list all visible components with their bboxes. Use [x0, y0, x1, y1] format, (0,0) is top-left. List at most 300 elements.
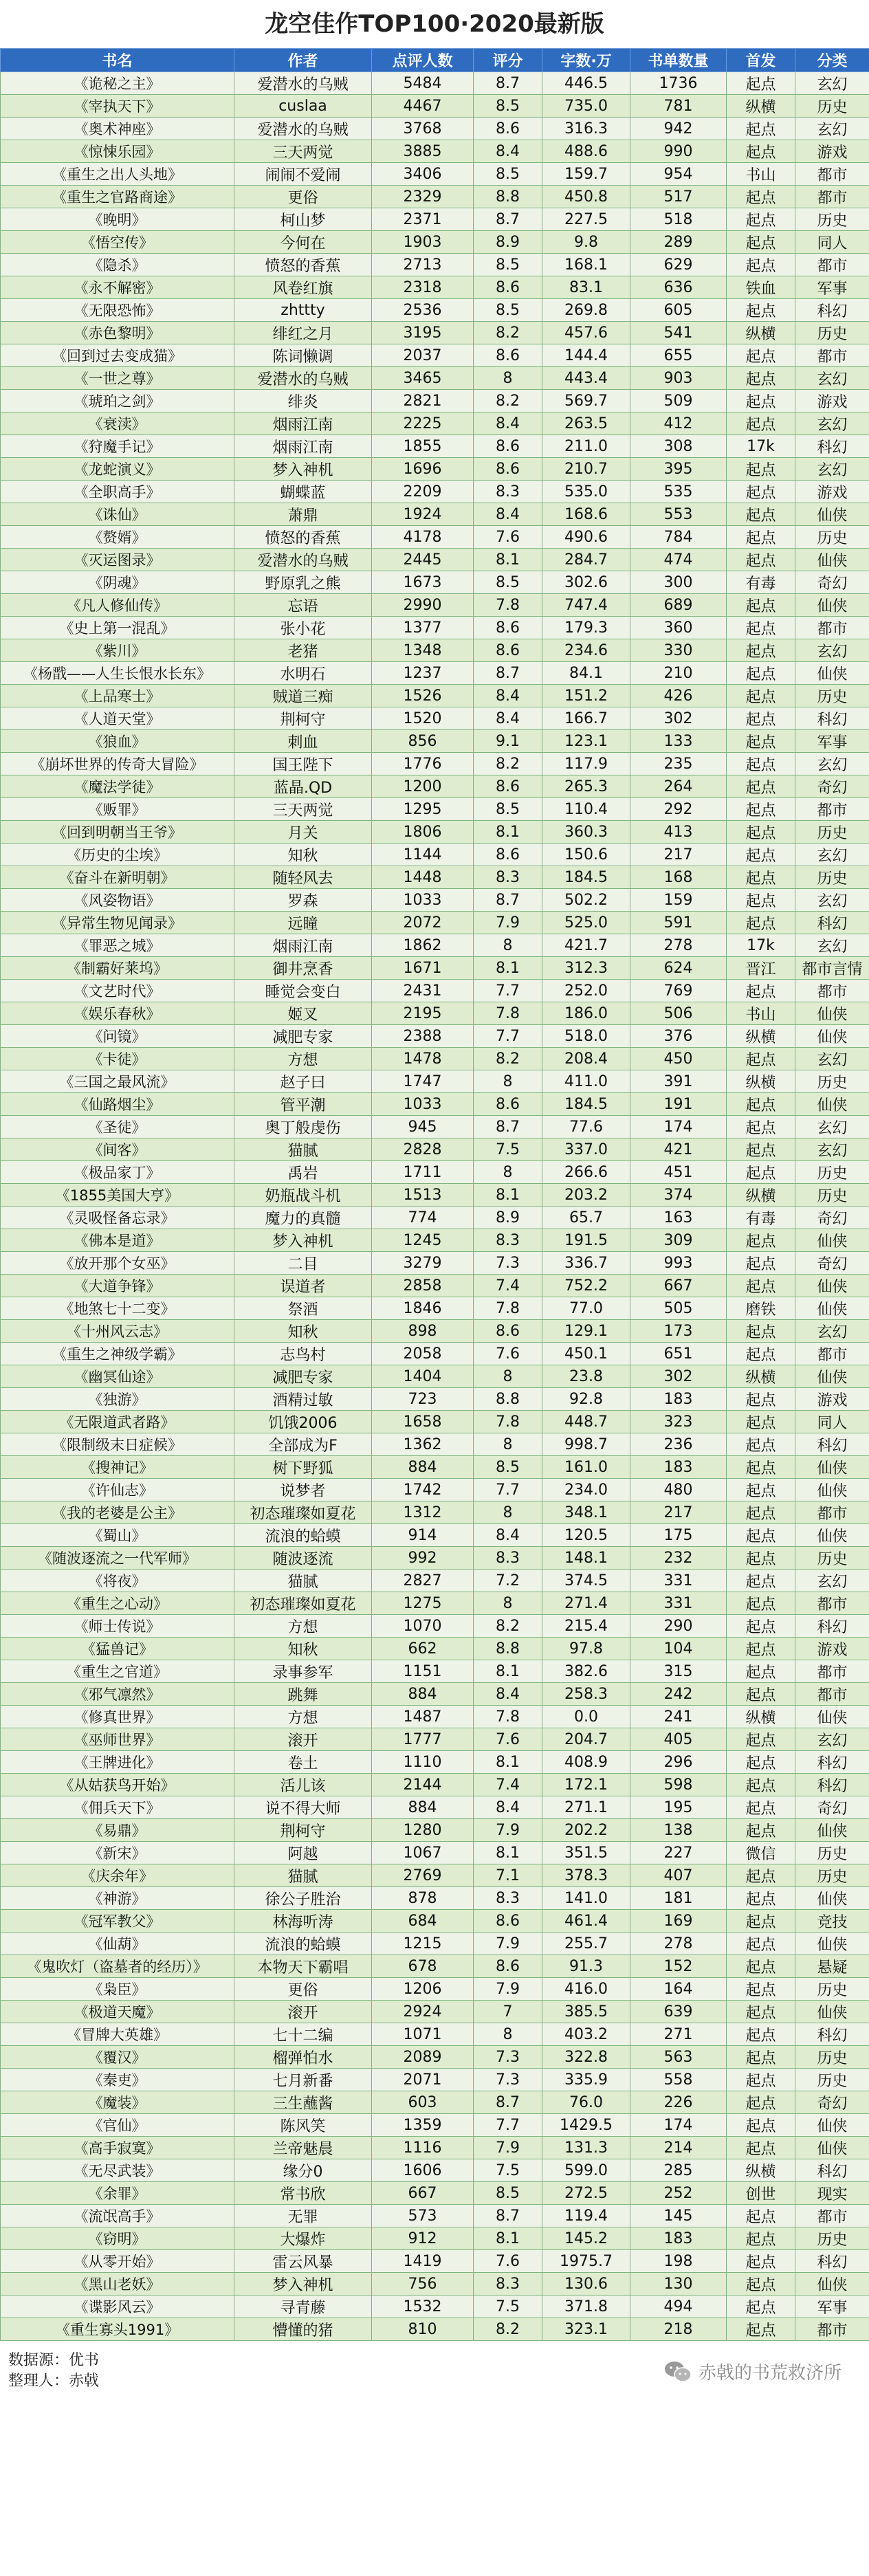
book-title-cell: 《限制级末日症候》: [1, 1433, 234, 1456]
table-row[interactable]: [1, 390, 869, 412]
column-header-book[interactable]: 书名: [1, 49, 234, 72]
book-title-cell: 《诛仙》: [1, 503, 234, 526]
author-cell: 徐公子胜治: [234, 1887, 372, 1910]
table-row[interactable]: [1, 1343, 869, 1365]
column-header-booklists[interactable]: 书单数量: [630, 49, 727, 72]
book-title-cell: 《放开那个女巫》: [1, 1252, 234, 1275]
table-row[interactable]: [1, 1660, 869, 1683]
table-row[interactable]: [1, 2137, 869, 2159]
table-row[interactable]: [1, 1910, 869, 1933]
reviewer-count-cell: 2713: [372, 254, 474, 276]
table-row[interactable]: [1, 957, 869, 980]
word-count-cell: 599.0: [542, 2159, 630, 2182]
table-row[interactable]: [1, 1479, 869, 1501]
word-count-cell: 184.5: [542, 1093, 630, 1116]
table-row[interactable]: [1, 2205, 869, 2227]
author-cell: 更俗: [234, 186, 372, 208]
reviewer-count-cell: 3195: [372, 322, 474, 344]
genre-cell: 历史: [795, 526, 869, 549]
table-row[interactable]: [1, 753, 869, 775]
word-count-cell: 272.5: [542, 2182, 630, 2205]
reviewer-count-cell: 1348: [372, 639, 474, 662]
word-count-cell: 172.1: [542, 1774, 630, 1796]
score-cell: 7.3: [474, 2069, 542, 2091]
platform-cell: 起点: [727, 1683, 795, 1706]
reviewer-count-cell: 3406: [372, 163, 474, 186]
table-row[interactable]: [1, 1297, 869, 1320]
table-row[interactable]: [1, 685, 869, 707]
author-cell: 懵懂的猪: [234, 2318, 372, 2341]
table-row[interactable]: [1, 1116, 869, 1138]
author-cell: 本物天下霸唱: [234, 1955, 372, 1978]
table-row[interactable]: [1, 1252, 869, 1275]
table-row[interactable]: [1, 980, 869, 1002]
table-row[interactable]: [1, 254, 869, 276]
table-row[interactable]: [1, 2001, 869, 2023]
platform-cell: 起点: [727, 140, 795, 163]
genre-cell: 玄幻: [795, 458, 869, 481]
table-row[interactable]: [1, 2182, 869, 2205]
score-cell: 8.1: [474, 957, 542, 980]
platform-cell: 起点: [727, 1910, 795, 1933]
reviewer-count-cell: 1362: [372, 1433, 474, 1456]
table-row[interactable]: [1, 2227, 869, 2250]
table-row[interactable]: [1, 1275, 869, 1297]
table-row[interactable]: [1, 1796, 869, 1819]
table-row[interactable]: [1, 1229, 869, 1252]
genre-cell: 科幻: [795, 2023, 869, 2046]
word-count-cell: 168.1: [542, 254, 630, 276]
book-title-cell: 《琥珀之剑》: [1, 390, 234, 412]
author-cell: 绯炎: [234, 390, 372, 412]
author-cell: 远瞳: [234, 912, 372, 934]
table-row[interactable]: [1, 140, 869, 163]
platform-cell: 起点: [727, 2318, 795, 2341]
booklist-count-cell: 308: [630, 435, 727, 458]
booklist-count-cell: 624: [630, 957, 727, 980]
page-title: 龙空佳作TOP100·2020最新版: [0, 0, 869, 48]
booklist-count-cell: 639: [630, 2001, 727, 2023]
author-cell: 更俗: [234, 1978, 372, 2001]
author-cell: 闹闹不爱闹: [234, 163, 372, 186]
reviewer-count-cell: 667: [372, 2182, 474, 2205]
table-row[interactable]: [1, 2114, 869, 2137]
genre-cell: 历史: [795, 1161, 869, 1184]
table-row[interactable]: [1, 1683, 869, 1706]
genre-cell: 都市: [795, 980, 869, 1002]
score-cell: 8: [474, 1501, 542, 1524]
author-cell: 赵子曰: [234, 1070, 372, 1093]
table-row[interactable]: [1, 1751, 869, 1774]
table-row[interactable]: [1, 322, 869, 344]
reviewer-count-cell: 1513: [372, 1184, 474, 1207]
table-row[interactable]: [1, 2159, 869, 2182]
author-cell: 榴弹怕水: [234, 2046, 372, 2069]
reviewer-count-cell: 1359: [372, 2114, 474, 2137]
table-row[interactable]: [1, 889, 869, 912]
platform-cell: 起点: [727, 390, 795, 412]
table-row[interactable]: [1, 95, 869, 118]
genre-cell: 仙侠: [795, 1365, 869, 1388]
booklist-count-cell: 331: [630, 1592, 727, 1615]
table-row[interactable]: [1, 798, 869, 821]
table-row[interactable]: [1, 367, 869, 390]
table-row[interactable]: [1, 1933, 869, 1955]
genre-cell: 玄幻: [795, 72, 869, 95]
book-title-cell: 《回到明朝当王爷》: [1, 821, 234, 844]
table-row[interactable]: [1, 1638, 869, 1660]
genre-cell: 仙侠: [795, 1933, 869, 1955]
table-row[interactable]: [1, 208, 869, 231]
platform-cell: 纵横: [727, 1025, 795, 1048]
table-row[interactable]: [1, 2091, 869, 2114]
column-header-genre[interactable]: 分类: [795, 49, 869, 72]
book-title-cell: 《圣徒》: [1, 1116, 234, 1138]
table-row[interactable]: [1, 1842, 869, 1864]
score-cell: 8.1: [474, 1842, 542, 1864]
genre-cell: 军事: [795, 730, 869, 753]
score-cell: 8.4: [474, 1683, 542, 1706]
table-row[interactable]: [1, 481, 869, 503]
table-row[interactable]: [1, 1048, 869, 1070]
score-cell: 8.4: [474, 412, 542, 435]
book-title-cell: 《灵吸怪备忘录》: [1, 1207, 234, 1229]
table-row[interactable]: [1, 1002, 869, 1025]
word-count-cell: 130.6: [542, 2273, 630, 2296]
author-cell: 愤怒的香蕉: [234, 254, 372, 276]
word-count-cell: 316.3: [542, 118, 630, 140]
table-row[interactable]: [1, 186, 869, 208]
table-row[interactable]: [1, 594, 869, 617]
genre-cell: 科幻: [795, 1433, 869, 1456]
score-cell: 8.5: [474, 163, 542, 186]
table-row[interactable]: [1, 1774, 869, 1796]
genre-cell: 竞技: [795, 1910, 869, 1933]
reviewer-count-cell: 1673: [372, 571, 474, 594]
word-count-cell: 168.6: [542, 503, 630, 526]
score-cell: 7.6: [474, 1343, 542, 1365]
genre-cell: 历史: [795, 1842, 869, 1864]
platform-cell: 起点: [727, 2114, 795, 2137]
author-cell: 荆柯守: [234, 1819, 372, 1842]
score-cell: 8.1: [474, 549, 542, 571]
word-count-cell: 535.0: [542, 481, 630, 503]
table-row[interactable]: [1, 2069, 869, 2091]
table-row[interactable]: [1, 821, 869, 844]
table-row[interactable]: [1, 2250, 869, 2273]
score-cell: 8.6: [474, 1955, 542, 1978]
book-title-cell: 《幽冥仙途》: [1, 1365, 234, 1388]
column-header-author[interactable]: 作者: [234, 49, 372, 72]
booklist-count-cell: 376: [630, 1025, 727, 1048]
booklist-count-cell: 421: [630, 1138, 727, 1161]
author-cell: 水明石: [234, 662, 372, 685]
booklist-count-cell: 426: [630, 685, 727, 707]
score-cell: 8.9: [474, 231, 542, 254]
reviewer-count-cell: 2769: [372, 1864, 474, 1887]
table-row[interactable]: [1, 1570, 869, 1592]
table-row[interactable]: [1, 775, 869, 798]
book-title-cell: 《重生之心动》: [1, 1592, 234, 1615]
table-row[interactable]: [1, 1978, 869, 2001]
score-cell: 8.5: [474, 299, 542, 322]
score-cell: 8.1: [474, 1660, 542, 1683]
reviewer-count-cell: 2318: [372, 276, 474, 299]
reviewer-count-cell: 2821: [372, 390, 474, 412]
word-count-cell: 258.3: [542, 1683, 630, 1706]
genre-cell: 历史: [795, 866, 869, 889]
word-count-cell: 150.6: [542, 844, 630, 866]
reviewer-count-cell: 2089: [372, 2046, 474, 2069]
word-count-cell: 322.8: [542, 2046, 630, 2069]
genre-cell: 玄幻: [795, 889, 869, 912]
booklist-count-cell: 553: [630, 503, 727, 526]
table-row[interactable]: [1, 163, 869, 186]
author-cell: 随波逐流: [234, 1547, 372, 1570]
genre-cell: 都市言情: [795, 957, 869, 980]
word-count-cell: 129.1: [542, 1320, 630, 1343]
table-row[interactable]: [1, 1161, 869, 1184]
score-cell: 8.6: [474, 1093, 542, 1116]
table-row[interactable]: [1, 1456, 869, 1479]
table-row[interactable]: [1, 1524, 869, 1547]
table-row[interactable]: [1, 1320, 869, 1343]
word-count-cell: 166.7: [542, 707, 630, 730]
booklist-count-cell: 629: [630, 254, 727, 276]
reviewer-count-cell: 1532: [372, 2296, 474, 2318]
table-row[interactable]: [1, 844, 869, 866]
score-cell: 7.2: [474, 1570, 542, 1592]
booklist-count-cell: 395: [630, 458, 727, 481]
author-cell: 祭酒: [234, 1297, 372, 1320]
score-cell: 8.7: [474, 2205, 542, 2227]
book-title-cell: 《狼血》: [1, 730, 234, 753]
reviewer-count-cell: 1520: [372, 707, 474, 730]
word-count-cell: 131.3: [542, 2137, 630, 2159]
table-row[interactable]: [1, 639, 869, 662]
booklist-count-cell: 636: [630, 276, 727, 299]
book-title-cell: 《杨戬——人生长恨水长东》: [1, 662, 234, 685]
platform-cell: 起点: [727, 1116, 795, 1138]
reviewer-count-cell: 1275: [372, 1592, 474, 1615]
author-cell: 猫腻: [234, 1864, 372, 1887]
author-cell: 梦入神机: [234, 2273, 372, 2296]
word-count-cell: 179.3: [542, 617, 630, 639]
column-header-words[interactable]: 字数·万: [542, 49, 630, 72]
booklist-count-cell: 226: [630, 2091, 727, 2114]
table-row[interactable]: [1, 662, 869, 685]
genre-cell: 仙侠: [795, 1275, 869, 1297]
book-title-cell: 《冠军教父》: [1, 1910, 234, 1933]
table-row[interactable]: [1, 1025, 869, 1048]
genre-cell: 奇幻: [795, 571, 869, 594]
column-header-score[interactable]: 评分: [474, 49, 542, 72]
author-cell: 寻青藤: [234, 2296, 372, 2318]
score-cell: 7.8: [474, 1297, 542, 1320]
genre-cell: 仙侠: [795, 1297, 869, 1320]
table-row[interactable]: [1, 1184, 869, 1207]
table-row[interactable]: [1, 912, 869, 934]
genre-cell: 历史: [795, 2227, 869, 2250]
column-header-reviewers[interactable]: 点评人数: [372, 49, 474, 72]
genre-cell: 玄幻: [795, 639, 869, 662]
author-cell: 罗森: [234, 889, 372, 912]
platform-cell: 起点: [727, 1978, 795, 2001]
table-row[interactable]: [1, 2273, 869, 2296]
booklist-count-cell: 451: [630, 1161, 727, 1184]
table-row[interactable]: [1, 866, 869, 889]
author-cell: 国王陛下: [234, 753, 372, 775]
word-count-cell: 215.4: [542, 1615, 630, 1638]
table-row[interactable]: [1, 503, 869, 526]
table-row[interactable]: [1, 1207, 869, 1229]
book-title-cell: 《鬼吹灯（盗墓者的经历）》: [1, 1955, 234, 1978]
book-title-cell: 《灭运图录》: [1, 549, 234, 571]
genre-cell: 历史: [795, 2069, 869, 2091]
table-row[interactable]: [1, 934, 869, 957]
table-row[interactable]: [1, 1955, 869, 1978]
book-title-cell: 《巫师世界》: [1, 1728, 234, 1751]
word-count-cell: 161.0: [542, 1456, 630, 1479]
booklist-count-cell: 323: [630, 1411, 727, 1433]
table-row[interactable]: [1, 1365, 869, 1388]
reviewer-count-cell: 992: [372, 1547, 474, 1570]
column-header-platform[interactable]: 首发: [727, 49, 795, 72]
word-count-cell: 337.0: [542, 1138, 630, 1161]
score-cell: 8.9: [474, 1207, 542, 1229]
reviewer-count-cell: 2990: [372, 594, 474, 617]
table-row[interactable]: [1, 1388, 869, 1411]
score-cell: 8.1: [474, 2227, 542, 2250]
table-row[interactable]: [1, 730, 869, 753]
author-cell: 跳舞: [234, 1683, 372, 1706]
author-cell: 雷云风暴: [234, 2250, 372, 2273]
author-cell: 三天两觉: [234, 140, 372, 163]
table-row[interactable]: [1, 458, 869, 481]
table-row[interactable]: [1, 571, 869, 594]
score-cell: 7.5: [474, 2296, 542, 2318]
table-row[interactable]: [1, 72, 869, 95]
book-title-cell: 《十州风云志》: [1, 1320, 234, 1343]
table-row[interactable]: [1, 1728, 869, 1751]
genre-cell: 科幻: [795, 707, 869, 730]
table-row[interactable]: [1, 1864, 869, 1887]
table-row[interactable]: [1, 435, 869, 458]
booklist-count-cell: 302: [630, 1365, 727, 1388]
book-title-cell: 《修真世界》: [1, 1706, 234, 1728]
table-row[interactable]: [1, 2318, 869, 2341]
platform-cell: 起点: [727, 1138, 795, 1161]
author-cell: 活儿该: [234, 1774, 372, 1796]
word-count-cell: 323.1: [542, 2318, 630, 2341]
book-title-cell: 《重生之官道》: [1, 1660, 234, 1683]
table-row[interactable]: [1, 299, 869, 322]
genre-cell: 游戏: [795, 1388, 869, 1411]
platform-cell: 起点: [727, 1048, 795, 1070]
booklist-count-cell: 227: [630, 1842, 727, 1864]
table-row[interactable]: [1, 1615, 869, 1638]
author-cell: 流浪的蛤蟆: [234, 1524, 372, 1547]
booklist-count-cell: 903: [630, 367, 727, 390]
score-cell: 7.9: [474, 912, 542, 934]
book-title-cell: 《易鼎》: [1, 1819, 234, 1842]
table-row[interactable]: [1, 549, 869, 571]
genre-cell: 玄幻: [795, 1048, 869, 1070]
score-cell: 7.4: [474, 1774, 542, 1796]
platform-cell: 起点: [727, 1229, 795, 1252]
table-row[interactable]: [1, 617, 869, 639]
score-cell: 7.7: [474, 1025, 542, 1048]
table-row[interactable]: [1, 1819, 869, 1842]
genre-cell: 都市: [795, 1683, 869, 1706]
table-row[interactable]: [1, 118, 869, 140]
score-cell: 8: [474, 1365, 542, 1388]
author-cell: 卷土: [234, 1751, 372, 1774]
author-cell: 奥丁般虔伤: [234, 1116, 372, 1138]
platform-cell: 起点: [727, 1547, 795, 1570]
table-row[interactable]: [1, 344, 869, 367]
word-count-cell: 252.0: [542, 980, 630, 1002]
genre-cell: 仙侠: [795, 503, 869, 526]
table-row[interactable]: [1, 1547, 869, 1570]
table-row[interactable]: [1, 2296, 869, 2318]
author-cell: 爱潜水的乌贼: [234, 118, 372, 140]
reviewer-count-cell: 573: [372, 2205, 474, 2227]
reviewer-count-cell: 1862: [372, 934, 474, 957]
genre-cell: 仙侠: [795, 1524, 869, 1547]
score-cell: 8.6: [474, 844, 542, 866]
table-row[interactable]: [1, 1411, 869, 1433]
reviewer-count-cell: 912: [372, 2227, 474, 2250]
table-row[interactable]: [1, 2046, 869, 2069]
book-title-cell: 《间客》: [1, 1138, 234, 1161]
table-row[interactable]: [1, 707, 869, 730]
author-cell: 兰帝魅晨: [234, 2137, 372, 2159]
table-row[interactable]: [1, 1070, 869, 1093]
word-count-cell: 91.3: [542, 1955, 630, 1978]
genre-cell: 都市: [795, 798, 869, 821]
table-row[interactable]: [1, 1501, 869, 1524]
booklist-count-cell: 781: [630, 95, 727, 118]
booklist-count-cell: 518: [630, 208, 727, 231]
platform-cell: 创世: [727, 2182, 795, 2205]
table-row[interactable]: [1, 276, 869, 299]
word-count-cell: 450.1: [542, 1343, 630, 1365]
book-title-cell: 《余罪》: [1, 2182, 234, 2205]
table-row[interactable]: [1, 2023, 869, 2046]
table-row[interactable]: [1, 1433, 869, 1456]
platform-cell: 晋江: [727, 957, 795, 980]
table-row[interactable]: [1, 412, 869, 435]
word-count-cell: 747.4: [542, 594, 630, 617]
word-count-cell: 1429.5: [542, 2114, 630, 2137]
genre-cell: 科幻: [795, 1751, 869, 1774]
table-row[interactable]: [1, 1706, 869, 1728]
platform-cell: 起点: [727, 662, 795, 685]
word-count-cell: 234.0: [542, 1479, 630, 1501]
reviewer-count-cell: 1151: [372, 1660, 474, 1683]
reviewer-count-cell: 2195: [372, 1002, 474, 1025]
table-row[interactable]: [1, 526, 869, 549]
table-row[interactable]: [1, 1138, 869, 1161]
table-row[interactable]: [1, 1887, 869, 1910]
book-title-cell: 《搜神记》: [1, 1456, 234, 1479]
table-row[interactable]: [1, 1093, 869, 1116]
table-row[interactable]: [1, 231, 869, 254]
table-row[interactable]: [1, 1592, 869, 1615]
score-cell: 8.6: [474, 639, 542, 662]
author-cell: 张小花: [234, 617, 372, 639]
